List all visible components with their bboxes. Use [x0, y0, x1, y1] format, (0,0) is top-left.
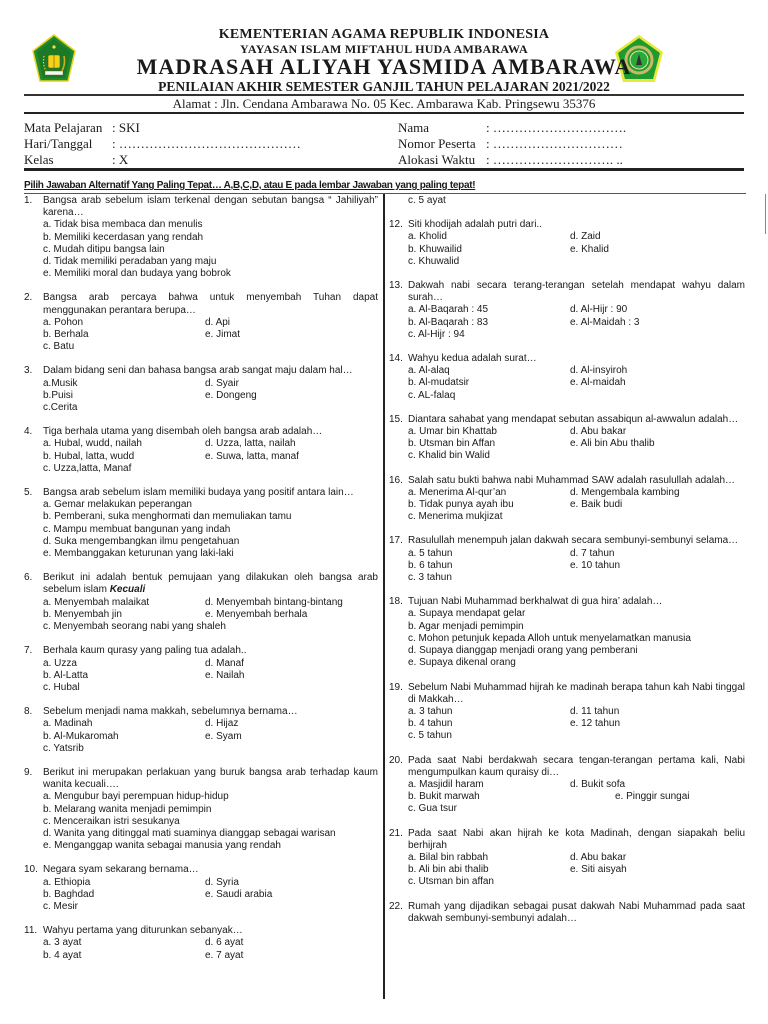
question-13: [389, 280, 745, 341]
option-d[interactable]: d. 7 tahun: [570, 547, 615, 559]
question-number: 1.: [24, 195, 33, 206]
question-text: Bangsa arab percaya bahwa untuk menyembah Tuhan dapat menggunakan perantara berupa…: [43, 292, 378, 316]
option-b[interactable]: b. Hubal, latta, wudd: [43, 450, 135, 462]
option-c[interactable]: c. Utsman bin affan: [408, 876, 494, 888]
right-margin-line: [765, 194, 766, 234]
option-e[interactable]: e. Pinggir sungai: [615, 791, 690, 803]
question-15: [389, 414, 745, 463]
question-18: [389, 596, 745, 669]
option-a[interactable]: a. Tidak bisa membaca dan menulis: [43, 219, 203, 231]
option-b[interactable]: b. Al-Mukaromah: [43, 730, 119, 742]
identity-rule: [24, 168, 744, 171]
option-d[interactable]: d. Mengembala kambing: [570, 486, 680, 498]
option-d[interactable]: d. Syair: [205, 377, 239, 389]
option-c[interactable]: c. Mohon petunjuk kepada Alloh untuk menyelamatkan manusia: [408, 632, 691, 644]
option-c[interactable]: c. Khalid bin Walid: [408, 450, 490, 462]
question-17: [389, 535, 745, 584]
option-d[interactable]: d. Al-Hijr : 90: [570, 304, 628, 316]
option-d[interactable]: d. 6 ayat: [205, 937, 244, 949]
option-b[interactable]: b. Pemberani, suka menghormati dan memuliakan tamu: [43, 511, 292, 523]
option-a[interactable]: a. Al-Baqarah : 45: [408, 304, 489, 316]
option-d[interactable]: d. Zaid: [570, 231, 601, 243]
questions-left-column: [24, 195, 378, 974]
instruction-rule: [24, 193, 746, 194]
option-d[interactable]: d. Bukit sofa: [570, 778, 626, 790]
question-text: Rasulullah menempuh jalan dakwah secara sembunyi-sembunyi selama…: [408, 535, 739, 547]
option-e[interactable]: e. Jimat: [205, 329, 241, 341]
question-number: 14.: [389, 353, 403, 365]
question-emphasis: Kecuali: [109, 584, 146, 596]
identity-block: [0, 118, 768, 168]
question-number: 9.: [24, 766, 33, 778]
option-e[interactable]: e. Al-maidah: [570, 377, 626, 389]
option-d[interactable]: d. Wanita yang ditinggal mati suaminya dianggap sebagai warisan: [43, 827, 336, 839]
option-b[interactable]: b. 4 ayat: [43, 949, 82, 961]
option-d[interactable]: d. Abu bakar: [570, 426, 627, 438]
question-number: 6.: [24, 572, 33, 584]
question-text: Pada saat Nabi akan hijrah ke kota Madinah, dengan siapakah beliu berhijrah: [408, 827, 745, 851]
option-a[interactable]: a. Kholid: [408, 231, 447, 243]
question-text: Salah satu bukti bahwa nabi Muhammad SAW adalah rasulullah adalah…: [408, 474, 736, 486]
question-number: 3.: [24, 365, 33, 377]
option-e[interactable]: e. Nailah: [205, 669, 245, 681]
option-d[interactable]: d. Hijaz: [205, 718, 239, 730]
question-21: [389, 828, 745, 889]
option-e[interactable]: e. 12 tahun: [570, 718, 621, 730]
option-e[interactable]: e. Menganggap wanita sebagai manusia yang rendah: [43, 840, 281, 852]
question-number: 18.: [389, 596, 403, 608]
option-a[interactable]: a. Menyembah malaikat: [43, 596, 150, 608]
question-text: Berikut ini adalah bentuk pemujaan yang dilakukan oleh bangsa arab sebelum islam: [43, 572, 378, 596]
option-a[interactable]: a. Gemar melakukan peperangan: [43, 499, 192, 511]
question-number: 5.: [24, 487, 33, 499]
option-e[interactable]: e. Siti aisyah: [570, 864, 627, 876]
question-text: Sebelum Nabi Muhammad hijrah ke madinah berapa tahun kah Nabi tinggal di Makkah…: [408, 681, 745, 705]
question-text: Dakwah nabi secara terang-terangan setelah mendapat wahyu dalam surah…: [408, 280, 745, 304]
option-b[interactable]: b. Bukit marwah: [408, 791, 480, 803]
option-a[interactable]: a. Masjidil haram: [408, 778, 484, 790]
question-14: [389, 353, 745, 402]
question-7: [24, 645, 378, 694]
option-b[interactable]: b. Menyembah jin: [43, 608, 122, 620]
identity-label-name: Nama: [398, 120, 430, 135]
option-d[interactable]: d. 11 tahun: [570, 705, 620, 717]
question-number: 11.: [24, 925, 38, 937]
option-d[interactable]: d. Uzza, latta, nailah: [205, 438, 296, 450]
question-text: Negara syam sekarang bernama…: [43, 864, 199, 876]
question-number: 22.: [389, 900, 403, 912]
identity-label-date: Hari/Tanggal: [24, 136, 93, 151]
question-8: [24, 706, 378, 755]
question-19: [389, 682, 745, 743]
option-c[interactable]: c. Mampu membuat bangunan yang indah: [43, 523, 231, 535]
identity-value-subject[interactable]: : SKI: [112, 120, 140, 135]
option-d[interactable]: d. Supaya dianggap menjadi orang yang pemberani: [408, 645, 638, 657]
exam-title: PENILAIAN AKHIR SEMESTER GANJIL TAHUN PELAJARAN 2021/2022: [158, 79, 610, 94]
option-b[interactable]: b. Khuwailid: [408, 243, 462, 255]
question-number: 13.: [389, 280, 403, 292]
option-c[interactable]: c. Khuwalid: [408, 255, 460, 267]
question-11: [24, 925, 378, 962]
question-number: 21.: [389, 827, 403, 839]
option-a[interactable]: a. Umar bin Khattab: [408, 426, 497, 438]
question-2: [24, 292, 378, 353]
identity-value-participant-number[interactable]: : …………………………: [486, 136, 623, 151]
option-c[interactable]: c. Batu: [43, 341, 75, 353]
option-e[interactable]: e. Supaya dikenal orang: [408, 657, 516, 669]
option-a[interactable]: a. Al-alaq: [408, 365, 450, 377]
identity-label-time-allocation: Alokasi Waktu: [398, 152, 476, 167]
option-c[interactable]: c. Menerima mukjizat: [408, 511, 503, 523]
question-text: Wahyu pertama yang diturunkan sebanyak…: [43, 925, 243, 937]
option-e[interactable]: e. Khalid: [570, 243, 609, 255]
question-1: [24, 195, 378, 280]
ministry-title: KEMENTERIAN AGAMA REPUBLIK INDONESIA: [218, 27, 550, 42]
question-22: [389, 901, 745, 925]
option-b[interactable]: b. Al-Latta: [43, 669, 89, 681]
question-10: [24, 864, 378, 913]
option-c[interactable]: c. Yatsrib: [43, 742, 84, 754]
option-d[interactable]: d. Suka mengembangkan ilmu pengetahuan: [43, 535, 240, 547]
option-e[interactable]: e. Suwa, latta, manaf: [205, 450, 299, 462]
option-e[interactable]: e. Ali bin Abu thalib: [570, 438, 655, 450]
option-b[interactable]: b.Puisi: [43, 389, 74, 401]
identity-label-participant-number: Nomor Peserta: [398, 136, 476, 151]
option-e[interactable]: e. Syam: [205, 730, 242, 742]
option-a[interactable]: a. Bilal bin rabbah: [408, 851, 489, 863]
option-a[interactable]: a. Ethiopia: [43, 876, 91, 888]
question-number: 4.: [24, 426, 33, 438]
option-c[interactable]: c. 3 tahun: [408, 572, 452, 584]
question-number: 10.: [24, 864, 38, 876]
option-c[interactable]: c. AL-falaq: [408, 389, 456, 401]
option-d[interactable]: d. Api: [205, 316, 231, 328]
option-b[interactable]: b. Al-mudatsir: [408, 377, 470, 389]
option-a[interactable]: a. Madinah: [43, 718, 93, 730]
option-d[interactable]: d. Abu bakar: [570, 851, 627, 863]
question-text: Berhala kaum qurasy yang paling tua adalah..: [43, 645, 247, 657]
identity-label-class: Kelas: [24, 152, 54, 167]
question-text: Bangsa arab sebelum islam memiliki budaya yang positif antara lain…: [43, 487, 354, 499]
option-e[interactable]: e. Baik budi: [570, 499, 623, 511]
option-e[interactable]: e. Dongeng: [205, 389, 257, 401]
question-text: Pada saat Nabi berdakwah secara tengan-terangan pertama kali, Nabi mengumpulkan kaum quraisy di…: [408, 754, 745, 778]
question-text: Wahyu kedua adalah surat…: [408, 353, 537, 365]
question-text: Dalam bidang seni dan bahasa bangsa arab sangat maju dalam hal…: [43, 365, 353, 377]
option-a[interactable]: a. Supaya mendapat gelar: [408, 608, 526, 620]
option-c[interactable]: c. Uzza,latta, Manaf: [43, 462, 132, 474]
option-a[interactable]: a. Hubal, wudd, nailah: [43, 438, 142, 450]
option-a[interactable]: a.Musik: [43, 377, 78, 389]
option-c[interactable]: c. Menyembah seorang nabi yang shaleh: [43, 621, 226, 633]
option-b[interactable]: b. Tidak punya ayah ibu: [408, 499, 514, 511]
option-c[interactable]: c. Al-Hijr : 94: [408, 328, 465, 340]
option-c[interactable]: c. Mudah ditipu bangsa lain: [43, 243, 165, 255]
question-4: [24, 426, 378, 475]
option-a[interactable]: a. 5 tahun: [408, 547, 453, 559]
option-e[interactable]: e. 10 tahun: [570, 559, 621, 571]
option-d[interactable]: d. Menyembah bintang-bintang: [205, 596, 343, 608]
option-a[interactable]: a. Uzza: [43, 657, 77, 669]
question-number: 7.: [24, 645, 33, 657]
question-12: [389, 219, 745, 268]
question-text: Sebelum menjadi nama makkah, sebelumnya bernama…: [43, 706, 298, 718]
question-number: 16.: [389, 474, 403, 486]
question-text: Siti khodijah adalah putri dari..: [408, 219, 542, 231]
option-c[interactable]: c. 5 ayat: [408, 195, 446, 206]
option-a[interactable]: a. Pohon: [43, 316, 84, 328]
option-d[interactable]: d. Al-insyiroh: [570, 365, 628, 377]
question-number: 20.: [389, 754, 403, 766]
question-9: [24, 767, 378, 852]
school-address: Alamat : Jln. Cendana Ambarawa No. 05 Kec. Ambarawa Kab. Pringsewu 35376: [172, 96, 596, 111]
identity-value-date[interactable]: : ……………………………………: [112, 136, 301, 151]
question-6: [24, 572, 378, 633]
option-d[interactable]: d. Syria: [205, 876, 239, 888]
option-b[interactable]: b. Utsman bin Affan: [408, 438, 496, 450]
option-a[interactable]: a. Menerima Al-qur’an: [408, 486, 507, 498]
option-c[interactable]: c. 5 tahun: [408, 730, 452, 742]
identity-label-subject: Mata Pelajaran: [24, 120, 103, 135]
option-c[interactable]: c. Mesir: [43, 900, 78, 912]
question-number: 12.: [389, 219, 403, 231]
question-text: Tujuan Nabi Muhammad berkhalwat di gua hira’ adalah…: [408, 596, 663, 608]
option-b[interactable]: b. Melarang wanita menjadi pemimpin: [43, 803, 212, 815]
option-d[interactable]: d. Manaf: [205, 657, 244, 669]
question-3: [24, 365, 378, 414]
question-20: [389, 755, 745, 816]
option-b[interactable]: b. 4 tahun: [408, 718, 453, 730]
question-number: 19.: [389, 681, 403, 693]
foundation-title: YAYASAN ISLAM MIFTAHUL HUDA AMBARAWA: [240, 42, 528, 56]
question-number: 15.: [389, 413, 403, 425]
question-5: [24, 487, 378, 560]
identity-value-class[interactable]: : X: [112, 152, 129, 167]
question-number: 8.: [24, 706, 33, 718]
questions-right-column: [389, 195, 745, 937]
header-rule-lower: [24, 112, 744, 114]
option-b[interactable]: b. Memiliki kecerdasan yang rendah: [43, 231, 204, 243]
question-16: [389, 475, 745, 524]
school-title: MADRASAH ALIYAH YASMIDA AMBARAWA: [136, 54, 632, 79]
option-d[interactable]: d. Tidak memiliki peradaban yang maju: [43, 256, 217, 268]
question-number: 2.: [24, 292, 33, 304]
option-a[interactable]: a. 3 tahun: [408, 705, 453, 717]
option-b[interactable]: b. Al-Baqarah : 83: [408, 316, 489, 328]
option-a[interactable]: a. 3 ayat: [43, 937, 82, 949]
instruction-text: Pilih Jawaban Alternatif Yang Paling Tepat… A,B,C,D, atau E pada lembar Jawaban yang paling tepat!: [24, 180, 476, 191]
option-e[interactable]: e. Membanggakan keturunan yang laki-laki: [43, 548, 234, 560]
question-number: 17.: [389, 535, 403, 547]
option-e[interactable]: e. Menyembah berhala: [205, 608, 308, 620]
option-e[interactable]: e. Saudi arabia: [205, 888, 273, 900]
question-text: Tiga berhala utama yang disembah oleh bangsa arab adalah…: [43, 426, 323, 438]
question-text: Rumah yang dijadikan sebagai pusat dakwah Nabi Muhammad pada saat dakwah sembunyi-sembunyi adalah…: [408, 900, 745, 924]
option-b[interactable]: b. Ali bin abi thalib: [408, 864, 489, 876]
option-c[interactable]: c.Cerita: [43, 402, 78, 414]
option-e[interactable]: e. Al-Maidah : 3: [570, 316, 640, 328]
option-b[interactable]: b. 6 tahun: [408, 559, 453, 571]
option-c[interactable]: c. Gua tsur: [408, 803, 457, 815]
question-11-continued: [389, 195, 745, 207]
option-e[interactable]: e. 7 ayat: [205, 949, 244, 961]
question-text: Berikut ini merupakan perlakuan yang buruk bangsa arab terhadap kaum wanita kecuali….: [43, 766, 378, 791]
identity-value-time-allocation[interactable]: : ………………………. ..: [486, 152, 623, 167]
identity-value-name[interactable]: : ………………………….: [486, 120, 627, 135]
option-b[interactable]: b. Berhala: [43, 329, 89, 341]
option-c[interactable]: c. Hubal: [43, 681, 80, 693]
column-divider: [383, 194, 385, 999]
question-text: Diantara sahabat yang mendapat sebutan assabiqun al-awwalun adalah…: [408, 413, 739, 425]
option-c[interactable]: c. Menceraikan istri sesukanya: [43, 815, 180, 827]
option-b[interactable]: b. Baghdad: [43, 888, 95, 900]
option-b[interactable]: b. Agar menjadi pemimpin: [408, 620, 524, 632]
option-a[interactable]: a. Mengubur bayi perempuan hidup-hidup: [43, 791, 229, 803]
question-text: Bangsa arab sebelum islam terkenal dengan sebutan bangsa “ Jahiliyah” karena…: [43, 195, 378, 219]
option-e[interactable]: e. Memiliki moral dan budaya yang bobrok: [43, 268, 231, 280]
